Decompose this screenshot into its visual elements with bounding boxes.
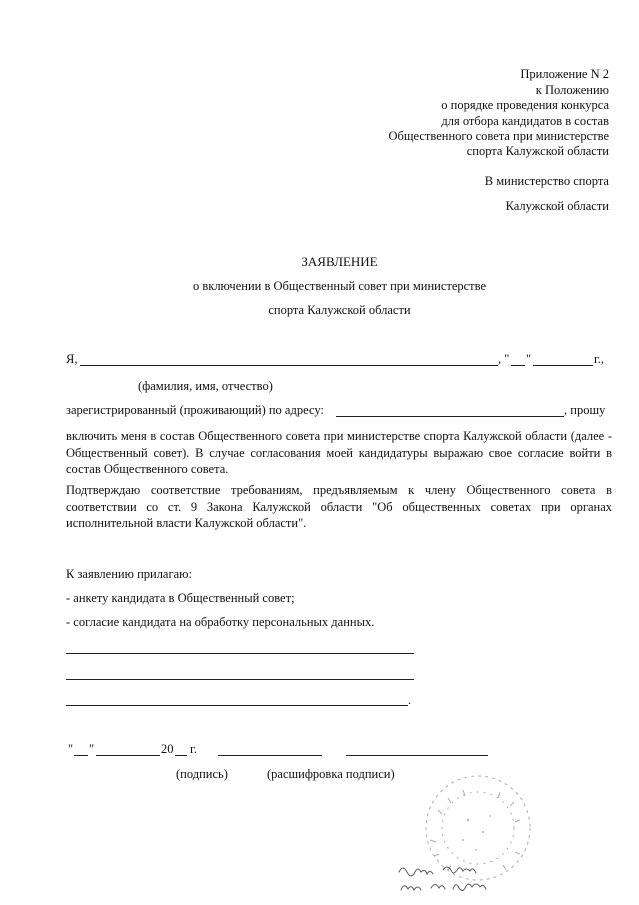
fio-caption: (фамилия, имя, отчество) [138, 379, 273, 393]
year-suffix: г., [594, 352, 604, 366]
paragraph-confirmation: Подтверждаю соответствие требованиям, предъявляемым к члену Общественного совета в соответствии со ст. 9 Закона Калужской области "Об общественных советах при органах исполнительной власти Калужской области". [66, 483, 612, 530]
day-field-line[interactable] [511, 365, 525, 366]
header-line-5: Общественного совета при министерстве [388, 129, 609, 143]
header-line-6: спорта Калужской области [466, 144, 609, 158]
attachment-blank-line-1[interactable] [66, 653, 414, 654]
footer-month-line[interactable] [96, 755, 160, 756]
footer-year-suffix: г. [190, 742, 197, 756]
signature-line[interactable] [218, 755, 322, 756]
footer-year-line[interactable] [175, 755, 187, 756]
document-subtitle-1: о включении в Общественный совет при министерстве [192, 279, 487, 293]
footer-day-line[interactable] [74, 755, 88, 756]
attachment-blank-line-3[interactable] [66, 705, 408, 706]
signature-caption: (подпись) [176, 767, 228, 781]
footer-quote-close: " [89, 742, 95, 756]
footer-year-prefix: 20 [161, 742, 174, 756]
header-line-2: к Положению [535, 83, 609, 97]
birth-year-field-line[interactable] [533, 365, 593, 366]
attachment-item-2: - согласие кандидата на обработку персональных данных. [66, 615, 375, 629]
signature-decode-line[interactable] [346, 755, 488, 756]
header-line-4: для отбора кандидатов в состав [441, 114, 609, 128]
header-line-3: о порядке проведения конкурса [441, 98, 609, 112]
fio-field-line[interactable] [80, 365, 498, 366]
handwritten-annotation [395, 858, 535, 898]
addressee-line-1: В министерство спорта [484, 174, 609, 188]
document-subtitle-2: спорта Калужской области [268, 303, 411, 317]
date-quote-open: , " [498, 352, 510, 366]
document-title: ЗАЯВЛЕНИЕ [301, 254, 378, 269]
address-field-line[interactable] [336, 416, 564, 417]
address-label: зарегистрированный (проживающий) по адресу: [66, 403, 324, 417]
attachment-item-1: - анкету кандидата в Общественный совет; [66, 591, 295, 605]
prosu-label: , прошу [564, 403, 606, 417]
attachment-end-dot: . [408, 693, 412, 707]
decode-caption: (расшифровка подписи) [267, 767, 395, 781]
date-quote-close: " [526, 352, 532, 366]
attachments-intro: К заявлению прилагаю: [66, 567, 192, 581]
attachment-blank-line-2[interactable] [66, 679, 414, 680]
ya-label: Я, [66, 352, 78, 366]
paragraph-request: включить меня в состав Общественного совета при министерстве спорта Калужской области (далее - Общественный совет). В случае согласования моей кандидатуры выражаю свое согласие войти в состав Общественного совета. [66, 429, 612, 476]
footer-quote-open: " [68, 742, 74, 756]
addressee-line-2: Калужской области [505, 199, 609, 213]
header-line-1: Приложение N 2 [520, 67, 609, 81]
